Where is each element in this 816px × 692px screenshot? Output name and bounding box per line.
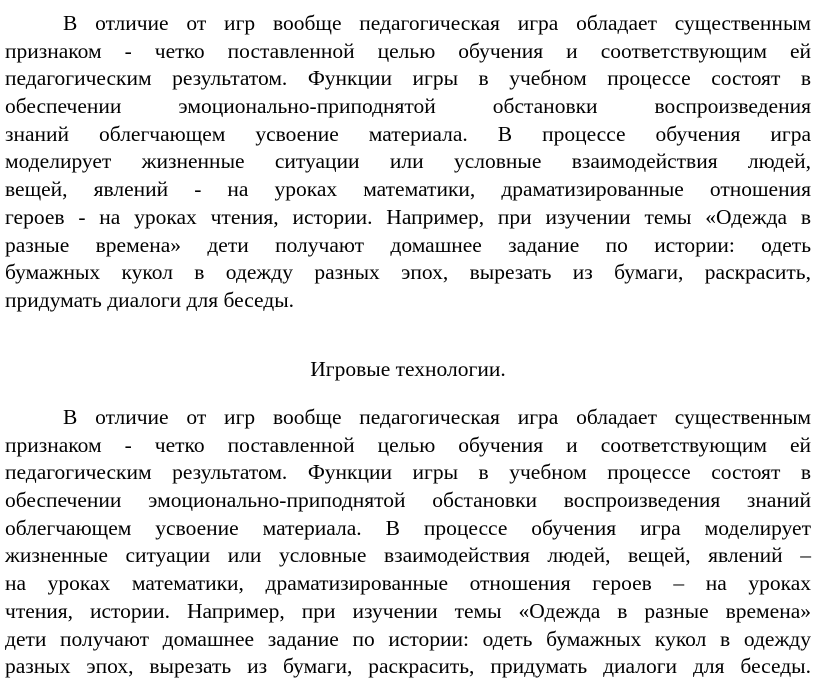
paragraph-1-line: знаний облегчающем усвоение материала. В процессе обучения игра [5,121,811,146]
paragraph-1 [5,10,811,315]
paragraph-1-line: придумать диалоги для беседы. [5,287,295,312]
paragraph-2-line: признаком - четко поставленной целью обучения и соответствующим ей [5,432,811,457]
paragraph-2-line: облегчающем усвоение материала. В процессе обучения игра моделирует [5,515,811,540]
section-heading: Игровые технологии. [310,357,506,381]
paragraph-2-line: В отличие от игр вообще педагогическая игра обладает существенным [63,405,811,429]
paragraph-2-line: дети получают домашнее задание по истории: одеть бумажных кукол в одежду [5,626,811,651]
paragraph-1-line: героев - на уроках чтения, истории. Например, при изучении темы «Одежда в [5,204,811,229]
paragraph-1-line: разные времена» дети получают домашнее задание по истории: одеть [5,232,811,257]
paragraph-1-line: моделирует жизненные ситуации или условные взаимодействия людей, [5,149,811,174]
paragraph-2-line: жизненные ситуации или условные взаимодействия людей, вещей, явлений – [5,543,811,568]
paragraph-2-line: чтения, истории. Например, при изучении темы «Одежда в разные времена» [5,598,811,623]
paragraph-1-line: бумажных кукол в одежду разных эпох, вырезать из бумаги, раскрасить, [5,260,811,285]
paragraph-2-line: на уроках математики, драматизированные отношения героев – на уроках [5,571,811,596]
paragraph-2 [5,404,811,681]
paragraph-1-line: признаком - четко поставленной целью обучения и соответствующим ей [5,38,811,63]
paragraph-1-line: вещей, явлений - на уроках математики, драматизированные отношения [5,177,811,202]
paragraph-2-line: педагогическим результатом. Функции игры в учебном процессе состоят в [5,460,811,485]
paragraph-2-line: разных эпох, вырезать из бумаги, раскрасить, придумать диалоги для беседы. [5,654,811,679]
paragraph-1-line: обеспечении эмоционально-приподнятой обстановки воспроизведения [5,94,811,119]
paragraph-2-line: обеспечении эмоционально-приподнятой обстановки воспроизведения знаний [5,488,811,513]
paragraph-1-line: В отличие от игр вообще педагогическая игра обладает существенным [63,11,811,35]
paragraph-1-line: педагогическим результатом. Функции игры в учебном процессе состоят в [5,66,811,91]
